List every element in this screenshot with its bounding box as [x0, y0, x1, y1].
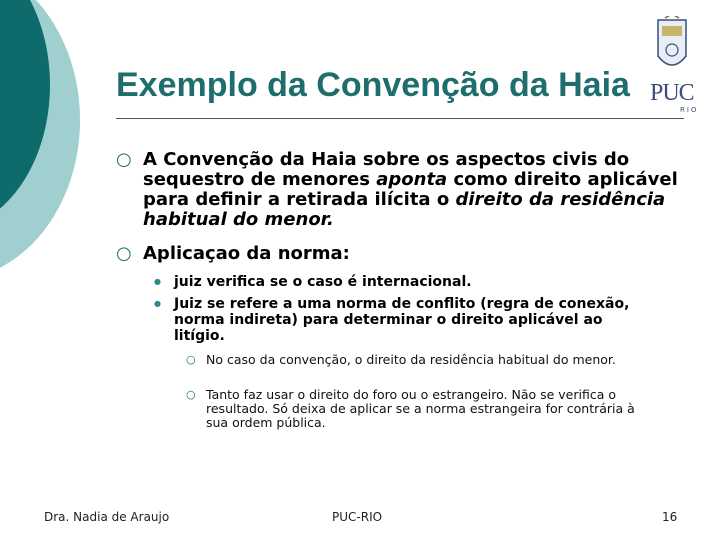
bullet-text — [143, 150, 688, 230]
footer-page-number: 16 — [662, 510, 678, 524]
sub-sub-bullet-text: Tanto faz usar o direito do foro ou o estrangeiro. Não se verifica o resultado. Só deixa de aplicar se a norma estrangeira for contrária à sua ordem pública. — [206, 387, 635, 430]
footer-author: Dra. Nadia de Araujo — [44, 510, 170, 524]
logo-wordmark: PUC — [650, 80, 694, 106]
logo-subtitle: RIO — [680, 106, 699, 114]
text-segment: como direito aplicável para definir a retirada ilícita o — [143, 169, 678, 210]
sub-sub-bullet-marker: ○ — [186, 353, 196, 366]
italic-segment: direito da residência habitual do menor. — [143, 189, 666, 230]
sub-bullet-text: Juiz se refere a uma norma de conflito (regra de conexão, norma indireta) para determinar o direito aplicável ao litígio. — [174, 296, 630, 344]
bullet-text: Aplicaçao da norma: — [143, 243, 350, 264]
sub-sub-bullet-text: No caso da convenção, o direito da residência habitual do menor. — [206, 352, 616, 367]
sub-bullet-text: juiz verifica se o caso é internacional. — [174, 274, 472, 290]
text-segment: A Convenção da Haia sobre os aspectos civis do sequestro de menores — [143, 149, 630, 190]
footer-institution: PUC-RIO — [332, 510, 383, 524]
italic-segment: aponta — [376, 169, 448, 190]
sub-bullet-marker: ● — [154, 277, 161, 286]
bullet-marker: ○ — [116, 149, 132, 170]
sub-sub-bullet-marker: ○ — [186, 388, 196, 401]
slide-title: Exemplo da Convenção da Haia — [116, 66, 630, 104]
bullet-marker: ○ — [116, 243, 132, 264]
sub-bullet-marker: ● — [154, 299, 161, 308]
